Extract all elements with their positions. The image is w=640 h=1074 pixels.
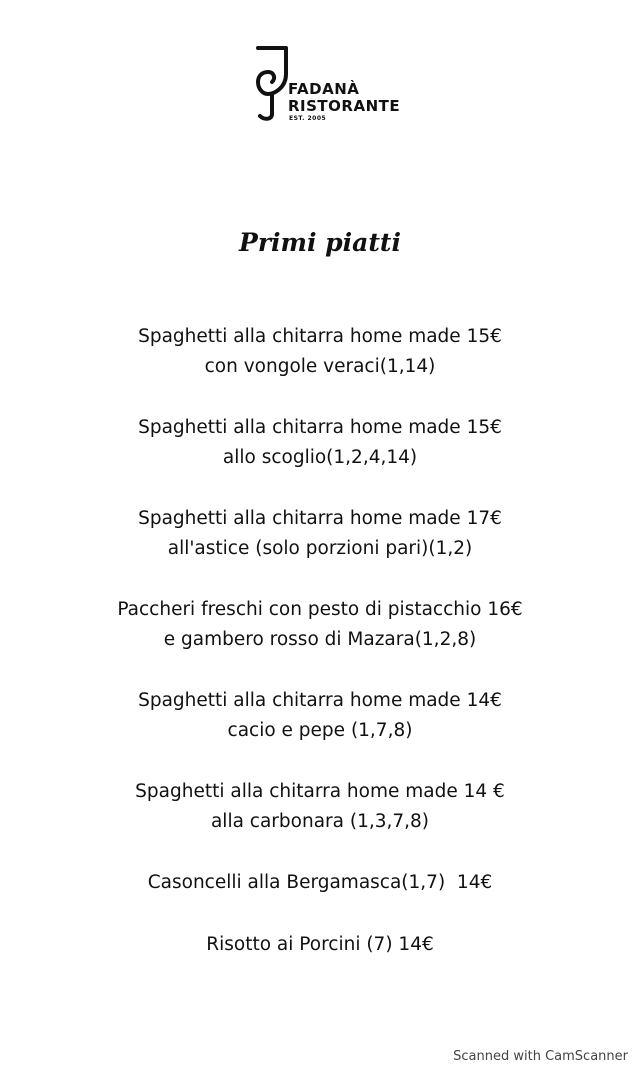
menu-item	[0, 686, 640, 777]
menu-item-description: e gambero rosso di Mazara(1,2,8)	[163, 629, 477, 650]
menu-item	[0, 930, 640, 992]
menu-item	[0, 868, 640, 930]
restaurant-logo	[252, 44, 422, 126]
menu-item-name: Spaghetti alla chitarra home made 14€	[138, 690, 502, 711]
logo-name-line1: FADANÀ	[288, 80, 360, 98]
menu-item	[0, 595, 640, 686]
menu-item	[0, 322, 640, 413]
menu-item-name: Casoncelli alla Bergamasca(1,7) 14€	[147, 872, 493, 893]
scanner-watermark: Scanned with CamScanner	[453, 1049, 628, 1064]
menu-item-name: Spaghetti alla chitarra home made 14 €	[135, 781, 505, 802]
section-title: Primi piatti	[239, 228, 401, 257]
wine-glass-logo-icon	[252, 44, 292, 124]
menu-item-description: cacio e pepe (1,7,8)	[227, 720, 413, 741]
menu-item-description: allo scoglio(1,2,4,14)	[222, 447, 418, 468]
menu-item-description: alla carbonara (1,3,7,8)	[210, 811, 430, 832]
menu-item-name: Spaghetti alla chitarra home made 15€	[138, 326, 502, 347]
menu-item	[0, 777, 640, 868]
menu-item	[0, 413, 640, 504]
menu-list	[0, 322, 640, 992]
menu-item-name: Spaghetti alla chitarra home made 15€	[138, 417, 502, 438]
menu-item-description: con vongole veraci(1,14)	[204, 356, 436, 377]
logo-established: EST. 2005	[289, 115, 327, 122]
menu-item-name: Paccheri freschi con pesto di pistacchio 16€	[117, 599, 523, 620]
menu-item-name: Spaghetti alla chitarra home made 17€	[138, 508, 502, 529]
menu-item	[0, 504, 640, 595]
menu-item-name: Risotto ai Porcini (7) 14€	[206, 934, 434, 955]
menu-item-description: all'astice (solo porzioni pari)(1,2)	[167, 538, 473, 559]
logo-name-line2: RISTORANTE	[288, 97, 401, 115]
